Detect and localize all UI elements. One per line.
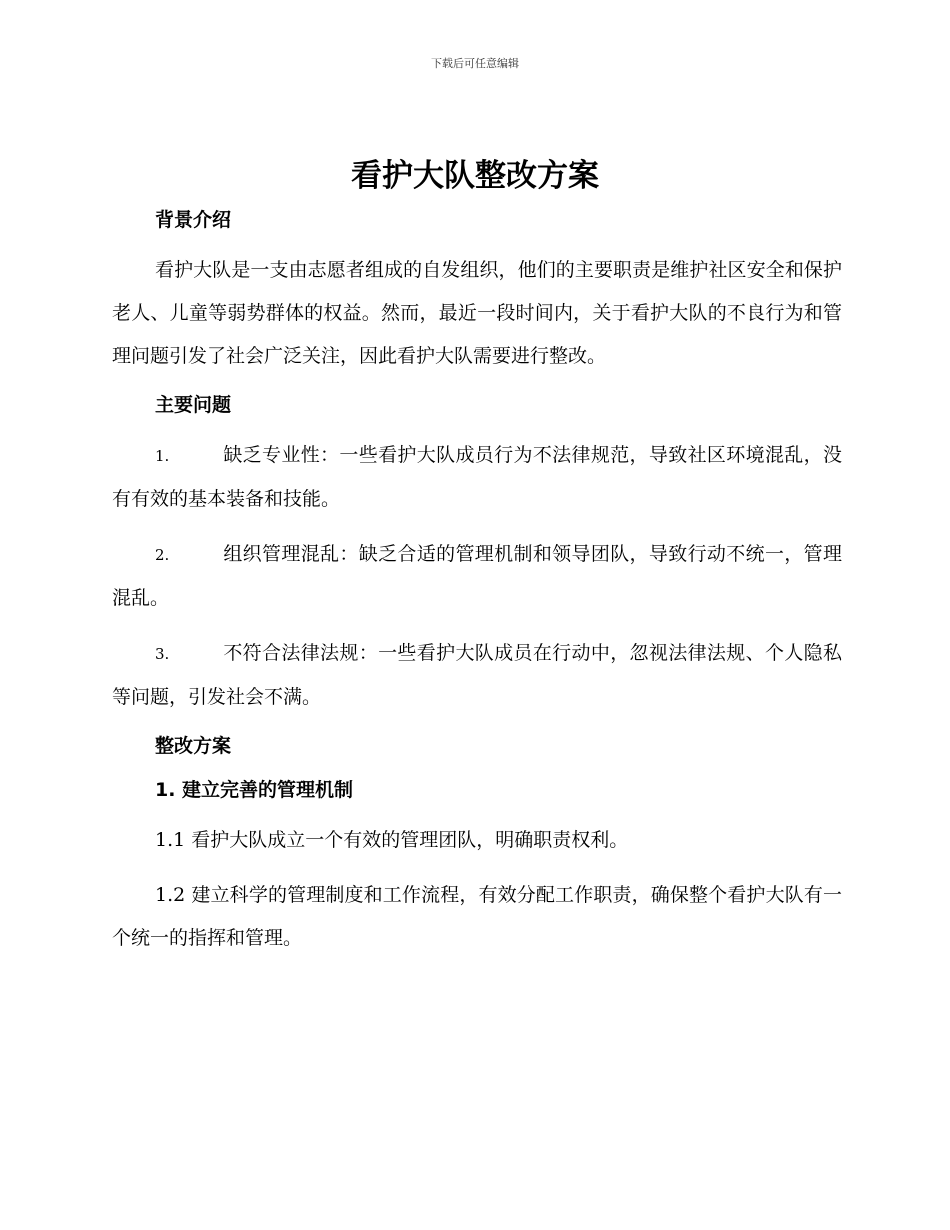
section-heading-problems: 主要问题 — [155, 394, 232, 416]
problem-item-text: 组织管理混乱：缺乏合适的管理机制和领导团队，导致行动不统一，管理混乱。 — [112, 543, 842, 609]
document-title: 看护大队整改方案 — [351, 158, 599, 194]
problem-item-text: 不符合法律法规：一些看护大队成员在行动中，忽视法律法规、个人隐私等问题，引发社会不满。 — [112, 642, 842, 708]
section-heading-background: 背景介绍 — [155, 209, 232, 231]
problem-item — [112, 533, 842, 620]
background-paragraph: 看护大队是一支由志愿者组成的自发组织，他们的主要职责是维护社区安全和保护老人、儿童等弱势群体的权益。然而，最近一段时间内，关于看护大队的不良行为和管理问题引发了社会广泛关注，因此看护大队需要进行整改。 — [112, 259, 842, 367]
plan-item: 1.2 建立科学的管理制度和工作流程，有效分配工作职责，确保整个看护大队有一个统一的指挥和管理。 — [112, 884, 842, 949]
problem-item — [112, 434, 842, 521]
section-heading-plan: 整改方案 — [155, 735, 232, 757]
problem-item-number: 1. — [155, 447, 170, 465]
problem-item-number: 3. — [155, 645, 170, 663]
plan-subheading: 1. 建立完善的管理机制 — [155, 779, 354, 801]
problem-item — [112, 632, 842, 719]
problem-item-text: 缺乏专业性：一些看护大队成员行为不法律规范，导致社区环境混乱，没有有效的基本装备和技能。 — [112, 444, 842, 510]
header-note: 下载后可任意编辑 — [431, 57, 519, 70]
plan-item: 1.1 看护大队成立一个有效的管理团队，明确职责权利。 — [155, 829, 629, 851]
document-body — [112, 205, 842, 960]
problem-item-number: 2. — [155, 546, 170, 564]
